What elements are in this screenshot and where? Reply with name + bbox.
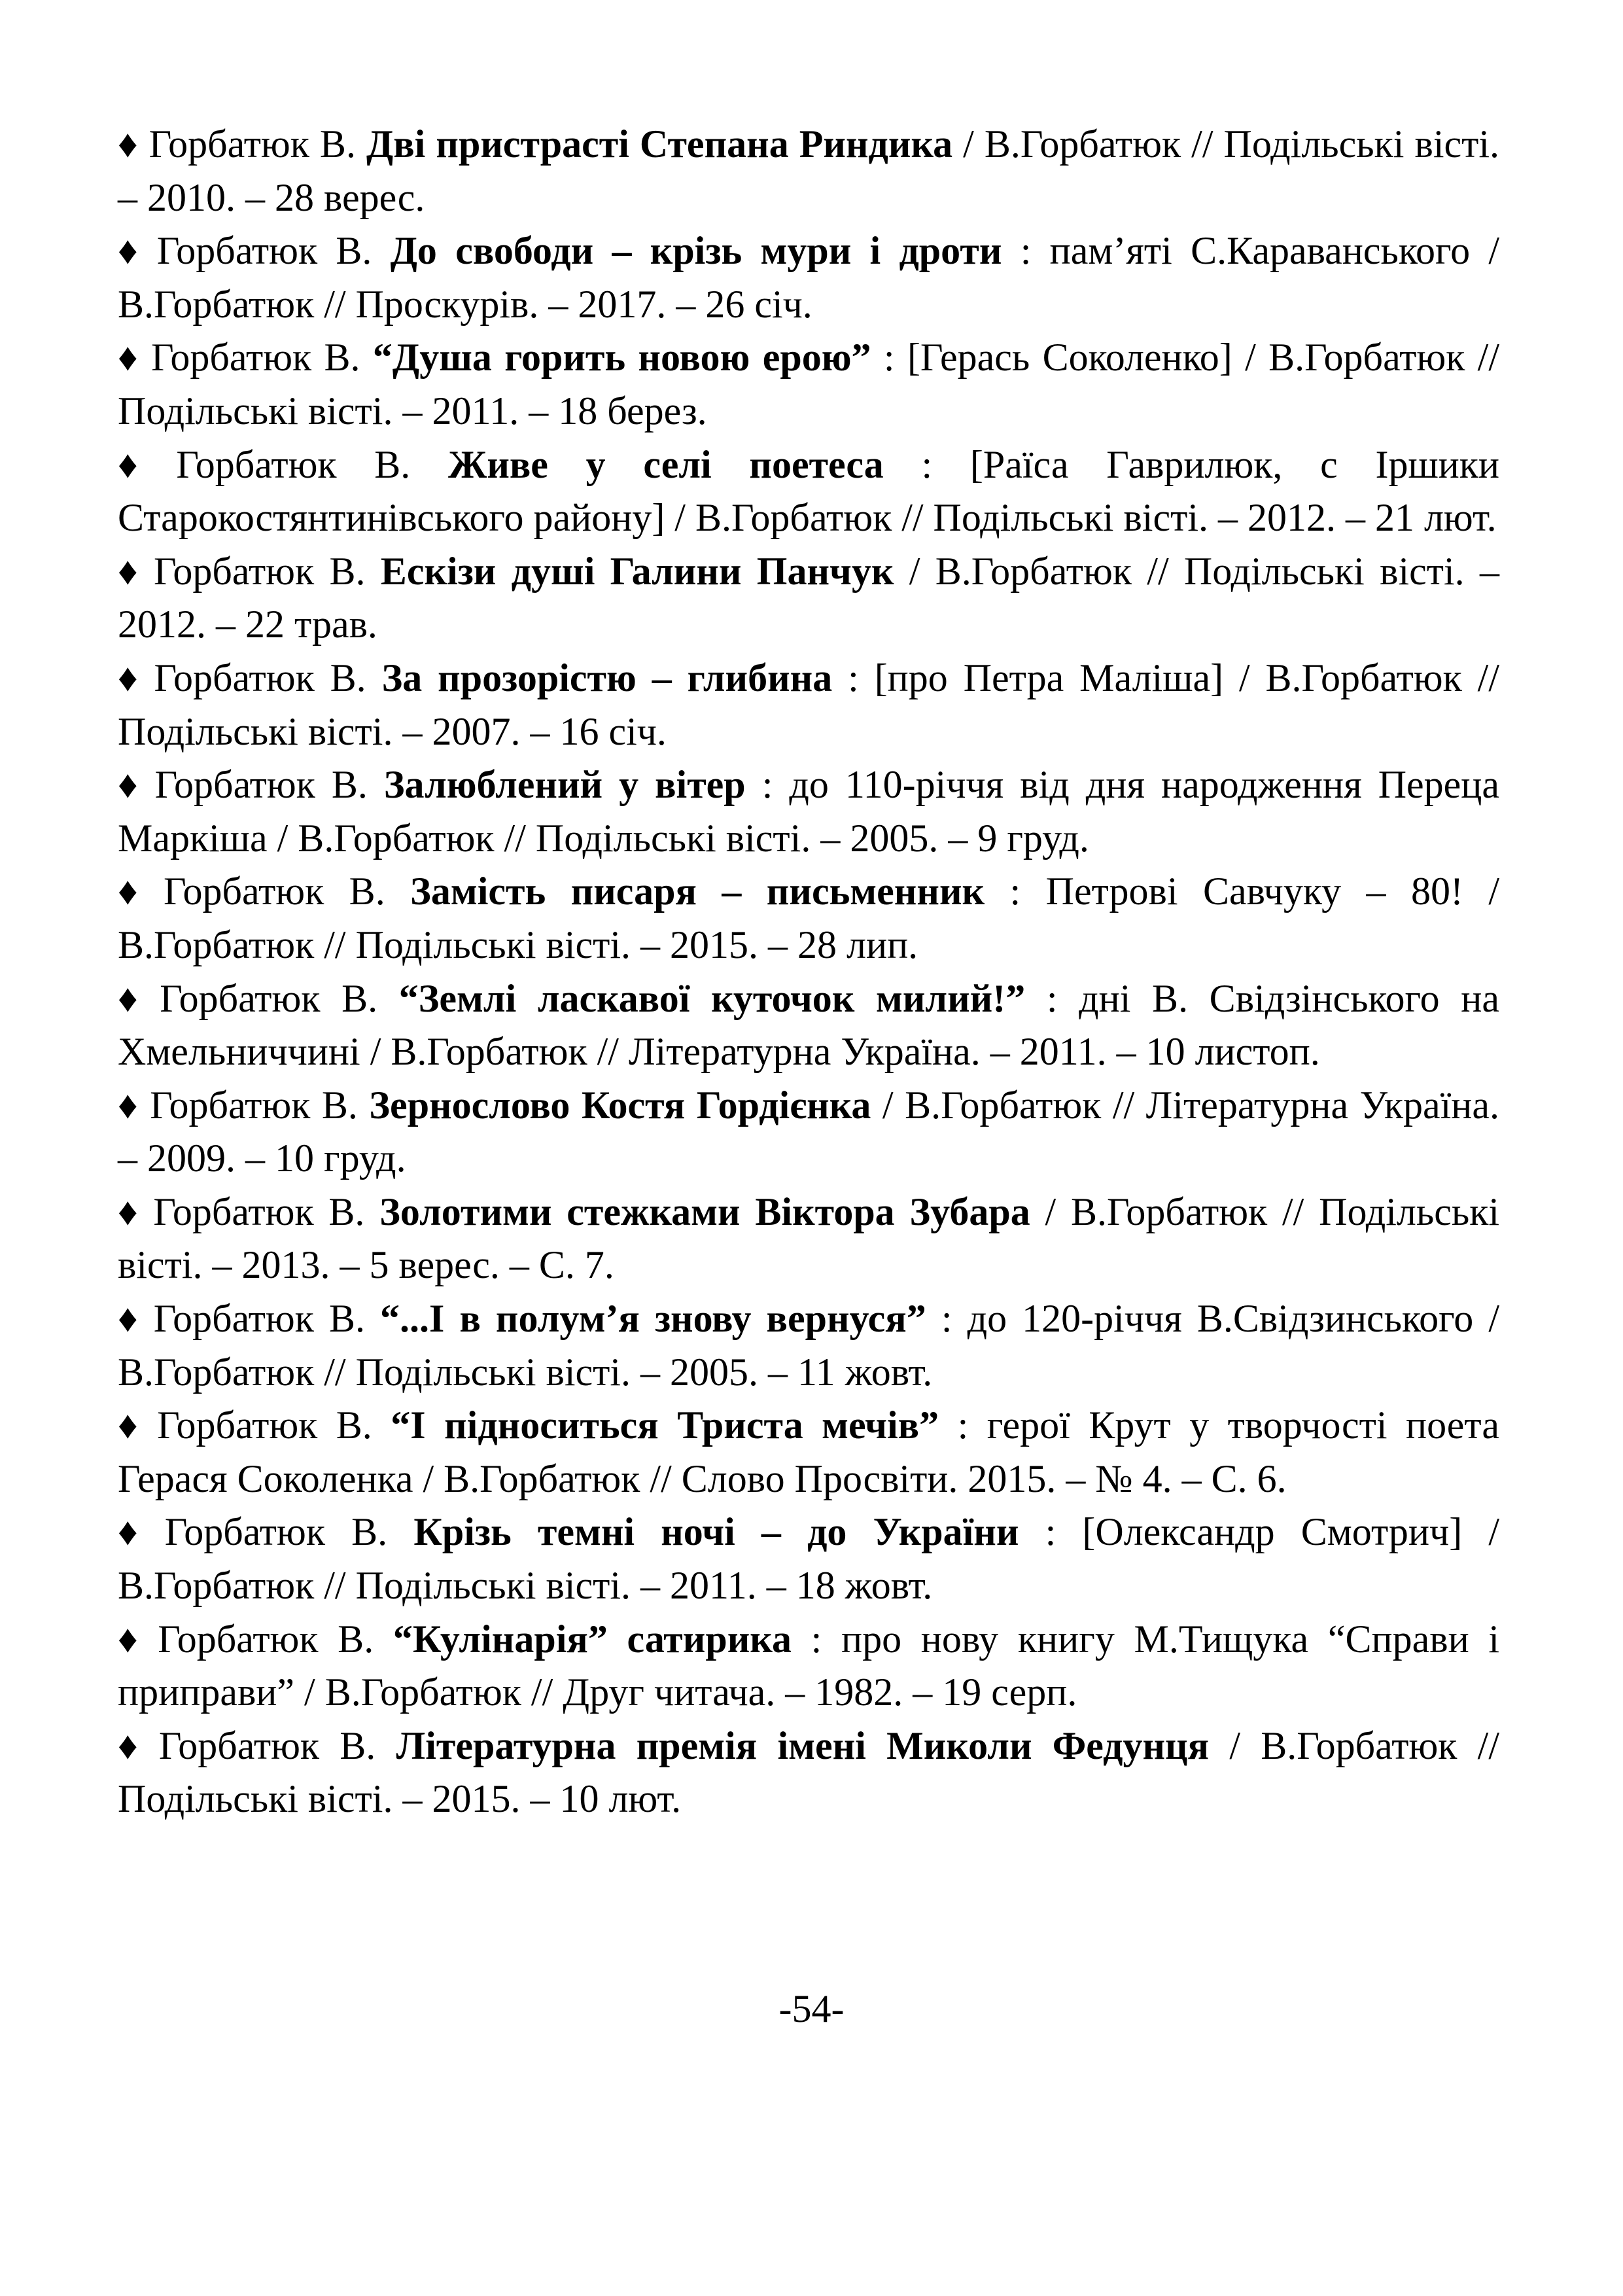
entry-author: Горбатюк В. <box>153 1190 365 1233</box>
bibliography-list <box>118 118 1499 1826</box>
diamond-bullet-icon: ♦ <box>118 1083 140 1127</box>
entry-title: Ескізи душі Галини Панчук <box>380 549 894 593</box>
entry-author: Горбатюк В. <box>156 229 372 273</box>
diamond-bullet-icon: ♦ <box>118 870 154 913</box>
bibliography-entry <box>118 1292 1499 1399</box>
diamond-bullet-icon: ♦ <box>118 229 147 273</box>
diamond-bullet-icon: ♦ <box>118 1190 143 1233</box>
diamond-bullet-icon: ♦ <box>118 442 166 486</box>
diamond-bullet-icon: ♦ <box>118 1297 143 1341</box>
entry-author: Горбатюк В. <box>150 336 360 380</box>
entry-title: За прозорістю – глибина <box>381 656 833 699</box>
entry-author: Горбатюк В. <box>150 1083 358 1127</box>
bibliography-entry <box>118 1720 1499 1826</box>
bibliography-entry <box>118 331 1499 438</box>
entry-author: Горбатюк В. <box>157 1404 372 1447</box>
entry-author: Горбатюк В. <box>154 763 368 807</box>
bibliography-entry <box>118 224 1499 331</box>
bibliography-entry <box>118 1613 1499 1720</box>
entry-details: : [Олександр Смотрич] / В.Горбатюк // Подільські вісті. – 2011. – 18 жовт. <box>118 1510 1500 1608</box>
entry-details: / В.Горбатюк // Літературна Україна. – 2009. – 10 груд. <box>118 1083 1500 1180</box>
entry-title: Залюблений у вітер <box>383 763 746 807</box>
entry-title: Дві пристрасті Степана Риндика <box>366 122 953 166</box>
entry-details: : до 110-річчя від дня народження Переца Маркіша / В.Горбатюк // Подільські вісті. – 2005. – 9 груд. <box>118 763 1500 860</box>
entry-author: Горбатюк В. <box>153 1297 365 1341</box>
diamond-bullet-icon: ♦ <box>118 1723 148 1767</box>
entry-title: “Душа горить новою ерою” <box>372 336 871 380</box>
entry-details: : [Герась Соколенко] / В.Горбатюк // Подільські вісті. – 2011. – 18 берез. <box>118 336 1500 433</box>
entry-title: Зернослово Костя Гордієнка <box>369 1083 871 1127</box>
entry-details: : до 120-річчя В.Свідзинського / В.Горбатюк // Подільські вісті. – 2005. – 11 жовт. <box>118 1297 1499 1394</box>
entry-title: Золотими стежками Віктора Зубара <box>379 1190 1030 1233</box>
entry-title: Крізь темні ночі – до України <box>413 1510 1019 1554</box>
bibliography-entry <box>118 972 1499 1079</box>
entry-details: / В.Горбатюк // Подільські вісті. – 2012. – 22 трав. <box>118 549 1499 646</box>
entry-title: Замість писаря – письменник <box>410 870 985 913</box>
bibliography-entry <box>118 1079 1499 1186</box>
page-number: -54- <box>778 1987 845 2030</box>
entry-author: Горбатюк В. <box>153 549 366 593</box>
entry-title: “Кулінарія” сатирика <box>393 1617 792 1661</box>
entry-details: : Петрові Савчуку – 80! / В.Горбатюк // Подільські вісті. – 2015. – 28 лип. <box>118 870 1500 966</box>
diamond-bullet-icon: ♦ <box>118 1510 154 1554</box>
entry-author: Горбатюк В. <box>160 976 378 1020</box>
diamond-bullet-icon: ♦ <box>118 763 145 807</box>
entry-author: Горбатюк В. <box>176 442 411 486</box>
diamond-bullet-icon: ♦ <box>118 1617 148 1661</box>
bibliography-entry <box>118 865 1499 972</box>
entry-details: / В.Горбатюк // Подільські вісті. – 2015. – 10 лют. <box>118 1723 1500 1821</box>
entry-title: “Землі ласкавої куточок милий!” <box>398 976 1026 1020</box>
diamond-bullet-icon: ♦ <box>118 122 139 166</box>
diamond-bullet-icon: ♦ <box>118 336 141 380</box>
entry-author: Горбатюк В. <box>164 1510 388 1554</box>
diamond-bullet-icon: ♦ <box>118 656 144 699</box>
entry-details: : [Раїса Гаврилюк, с Іршики Старокостянтинівського району] / В.Горбатюк // Подільські вісті. – 2012. – 21 лют. <box>118 442 1500 540</box>
entry-author: Горбатюк В. <box>154 656 366 699</box>
entry-details: : дні В. Свідзінського на Хмельниччині / В.Горбатюк // Літературна Україна. – 2011. – 10 листоп. <box>118 976 1500 1074</box>
bibliography-entry <box>118 652 1499 758</box>
entry-details: : про нову книгу М.Тищука “Справи і приправи” / В.Горбатюк // Друг читача. – 1982. – 19 серп. <box>118 1617 1500 1714</box>
entry-details: : [про Петра Маліша] / В.Горбатюк // Подільські вісті. – 2007. – 16 січ. <box>118 656 1500 753</box>
diamond-bullet-icon: ♦ <box>118 1404 147 1447</box>
diamond-bullet-icon: ♦ <box>118 976 150 1020</box>
entry-title: Живе у селі поетеса <box>448 442 884 486</box>
entry-title: “І підноситься Триста мечів” <box>391 1404 939 1447</box>
entry-details: : герої Крут у творчості поета Герася Соколенка / В.Горбатюк // Слово Просвіти. 2015. – № 4. – С. 6. <box>118 1404 1500 1500</box>
entry-details: / В.Горбатюк // Подільські вісті. – 2010. – 28 верес. <box>118 122 1500 219</box>
entry-title: До свободи – крізь мури і дроти <box>390 229 1002 273</box>
entry-title: Літературна премія імені Миколи Федунця <box>396 1723 1210 1767</box>
bibliography-entry <box>118 438 1499 545</box>
bibliography-entry <box>118 1186 1499 1292</box>
bibliography-entry <box>118 1506 1499 1612</box>
bibliography-entry <box>118 118 1499 224</box>
entry-details: : пам’яті С.Караванського / В.Горбатюк // Проскурів. – 2017. – 26 січ. <box>118 229 1500 326</box>
entry-author: Горбатюк В. <box>164 870 385 913</box>
entry-author: Горбатюк В. <box>158 1723 376 1767</box>
diamond-bullet-icon: ♦ <box>118 549 143 593</box>
entry-author: Горбатюк В. <box>148 122 356 166</box>
entry-details: / В.Горбатюк // Подільські вісті. – 2013. – 5 верес. – С. 7. <box>118 1190 1500 1287</box>
entry-author: Горбатюк В. <box>158 1617 374 1661</box>
bibliography-entry <box>118 1399 1499 1506</box>
bibliography-entry <box>118 545 1499 652</box>
entry-title: “...І в полум’я знову вернуся” <box>380 1297 926 1341</box>
bibliography-entry <box>118 758 1499 865</box>
